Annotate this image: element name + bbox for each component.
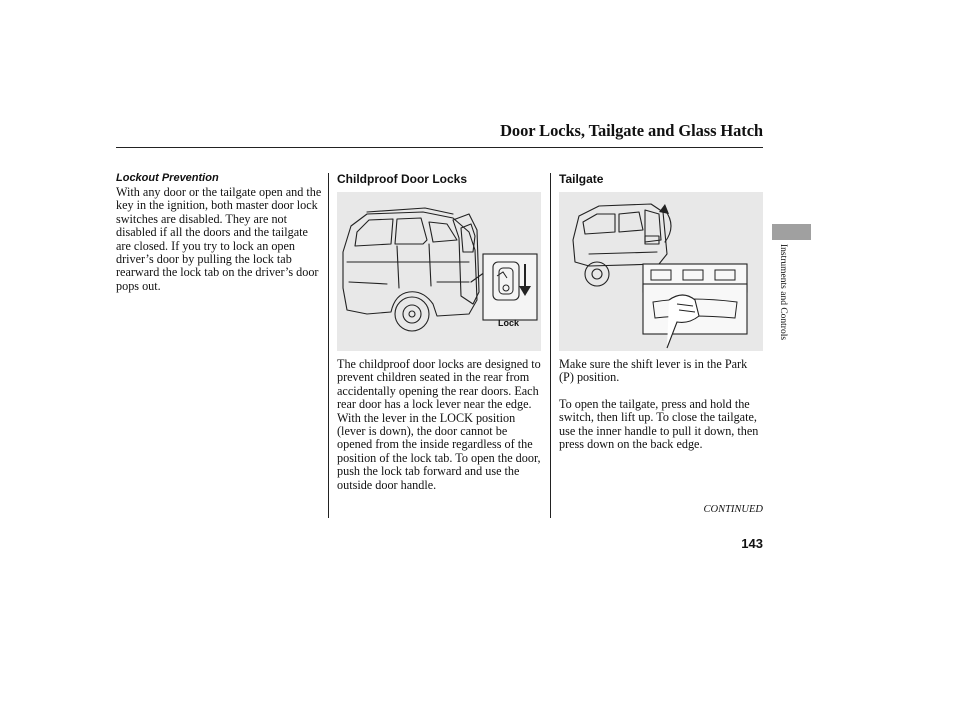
- section-tab-label: Instruments and Controls: [778, 244, 788, 341]
- section-tab-marker: [772, 224, 811, 240]
- lockout-section: [116, 171, 322, 293]
- column-divider: [328, 173, 329, 518]
- childproof-section: [337, 171, 543, 187]
- lockout-heading: Lockout Prevention: [116, 172, 219, 184]
- continued-label: CONTINUED: [703, 504, 763, 515]
- tailgate-heading: Tailgate: [559, 172, 604, 186]
- page-number: 143: [741, 536, 763, 551]
- tailgate-text-2: [559, 398, 765, 452]
- childproof-body: The childproof door locks are designed to prevent children seated in the rear from accidentally opening the rear doors. Each rear door has a lock lever near the edge. With the lever in the LOCK position (lever is down), the door cannot be opened from the inside regardless of the position of the lock tab. To open the door, push the lock tab forward and use the outside door handle.: [337, 357, 541, 492]
- lockout-body: With any door or the tailgate open and the key in the ignition, both master door lock switches are disabled. They are not disabled if all the doors and the tailgate are closed. If you try to lock an open driver’s door by pulling the lock tab rearward the lock tab on the driver’s door pops out.: [116, 185, 322, 293]
- figure-caption-lock: Lock: [498, 318, 520, 328]
- childproof-text: [337, 358, 543, 492]
- title-rule: [116, 147, 763, 148]
- column-divider: [550, 173, 551, 518]
- tailgate-illustration: [559, 192, 763, 351]
- childproof-heading: Childproof Door Locks: [337, 172, 467, 186]
- page-title: Door Locks, Tailgate and Glass Hatch: [500, 121, 763, 140]
- tailgate-section: [559, 171, 765, 187]
- tailgate-para-2: To open the tailgate, press and hold the switch, then lift up. To close the tailgate, use the inner handle to pull it down, then press down on the back edge.: [559, 397, 759, 452]
- tailgate-text-1: [559, 358, 765, 385]
- tailgate-para-1: Make sure the shift lever is in the Park (P) position.: [559, 357, 748, 385]
- tailgate-opening-drawing: [559, 192, 763, 351]
